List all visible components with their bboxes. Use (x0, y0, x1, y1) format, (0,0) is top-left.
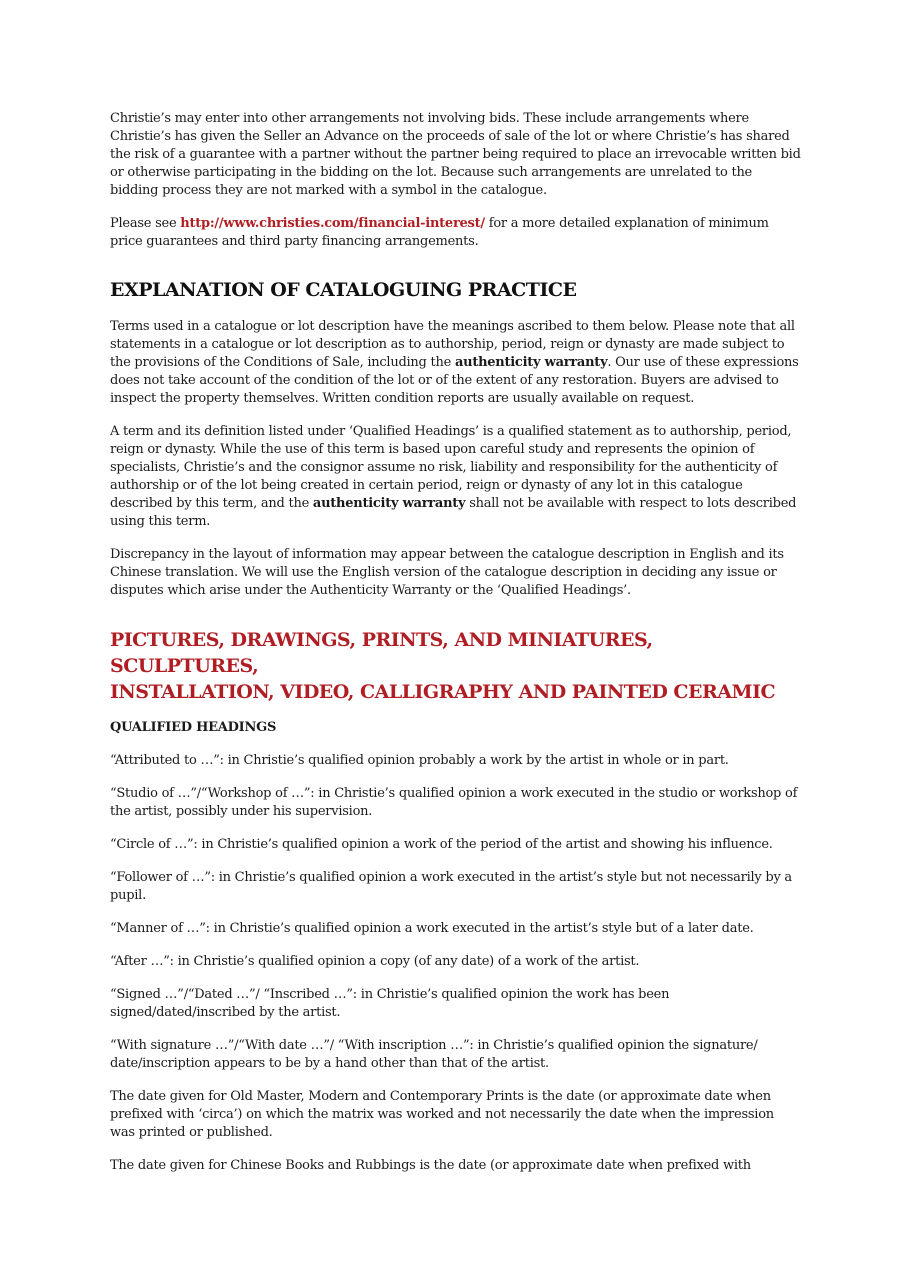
discrepancy-paragraph: Discrepancy in the layout of information may appear between the catalogue description in English and its Chinese translation. We will use the English version of the catalogue description in deciding any issue or disputes which arise under the Authenticity Warranty or the ‘Qualified Headings’. (110, 547, 784, 598)
authenticity-warranty-term: authenticity warranty (312, 496, 466, 511)
after-item: “After …”: in Christie’s qualified opinion a copy (of any date) of a work of the artist. (110, 954, 640, 969)
chinese-books-date-paragraph: The date given for Chinese Books and Rubbings is the date (or approximate date when prefixed with (110, 1158, 751, 1173)
manner-of-item: “Manner of …”: in Christie’s qualified opinion a work executed in the artist’s style but of a later date. (110, 921, 754, 936)
arrangements-paragraph: Christie’s may enter into other arrangements not involving bids. These include arrangements where Christie’s has given the Seller an Advance on the proceeds of sale of the lot or where Christie’s has shared the risk of a guarantee with a partner without the partner being required to place an irrevocable written bid or otherwise participating in the bidding on the lot. Because such arrangements are unrelated to the bidding process they are not marked with a symbol in the catalogue. (110, 111, 801, 198)
paragraph-text: shall not be available with respect to lots described using this term. (110, 496, 797, 529)
terms-paragraph (110, 318, 802, 408)
pictures-heading-line-1: PICTURES, DRAWINGS, PRINTS, AND MINIATURES, SCULPTURES, (110, 629, 653, 677)
circle-of-item: “Circle of …”: in Christie’s qualified opinion a work of the period of the artist and showing his influence. (110, 837, 773, 852)
with-signature-item: “With signature …”/“With date …”/ “With inscription …”: in Christie’s qualified opinion the signature/ date/inscription appears to be by a hand other than that of the artist. (110, 1038, 758, 1071)
paragraph-text: . Our use of these expressions does not take account of the condition of the lot or of the extent of any restoration. Buyers are advised to inspect the property themselves. Written condition reports are usually available on request. (110, 355, 799, 406)
pictures-heading-line-2: INSTALLATION, VIDEO, CALLIGRAPHY AND PAINTED CERAMIC (110, 681, 776, 703)
document-page (110, 110, 802, 1190)
qualified-headings-subheading: QUALIFIED HEADINGS (110, 720, 277, 735)
paragraph-text: Please see (110, 216, 181, 231)
qualified-term-paragraph (110, 423, 802, 531)
financial-interest-link[interactable]: http://www.christies.com/financial-interest/ (180, 216, 485, 231)
paragraph-text: Terms used in a catalogue or lot description have the meanings ascribed to them below. Please note that all statements in a catalogue or lot description as to authorship, period, reign or dynasty are made subject to the provisions of the Conditions of Sale, including the (110, 319, 795, 370)
pictures-heading (110, 627, 802, 705)
paragraph-text: A term and its definition listed under ‘Qualified Headings’ is a qualified statement as to authorship, period, reign or dynasty. While the use of this term is based upon careful study and represents the opinion of specialists, Christie’s and the consignor assume no risk, liability and responsibility for the authenticity of authorship or of the lot being created in certain period, reign or dynasty of any lot in this catalogue described by this term, and the (110, 424, 792, 511)
financial-interest-paragraph (110, 215, 802, 251)
studio-of-item: “Studio of …”/“Workshop of …”: in Christie’s qualified opinion a work executed in the studio or workshop of the artist, possibly under his supervision. (110, 786, 798, 819)
signed-dated-item: “Signed …”/“Dated …”/ “Inscribed …”: in Christie’s qualified opinion the work has been signed/dated/inscribed by the artist. (110, 987, 670, 1020)
attributed-to-item: “Attributed to …”: in Christie’s qualified opinion probably a work by the artist in whole or in part. (110, 753, 729, 768)
follower-of-item: “Follower of …”: in Christie’s qualified opinion a work executed in the artist’s style but not necessarily by a pupil. (110, 870, 792, 903)
authenticity-warranty-term: authenticity warranty (454, 355, 608, 370)
prints-date-paragraph: The date given for Old Master, Modern and Contemporary Prints is the date (or approximate date when prefixed with ‘circa’) on which the matrix was worked and not necessarily the date when the impression was printed or published. (110, 1089, 774, 1140)
cataloguing-practice-heading: EXPLANATION OF CATALOGUING PRACTICE (110, 279, 577, 301)
paragraph-text: for a more detailed explanation of minimum price guarantees and third party financing arrangements. (110, 216, 769, 249)
